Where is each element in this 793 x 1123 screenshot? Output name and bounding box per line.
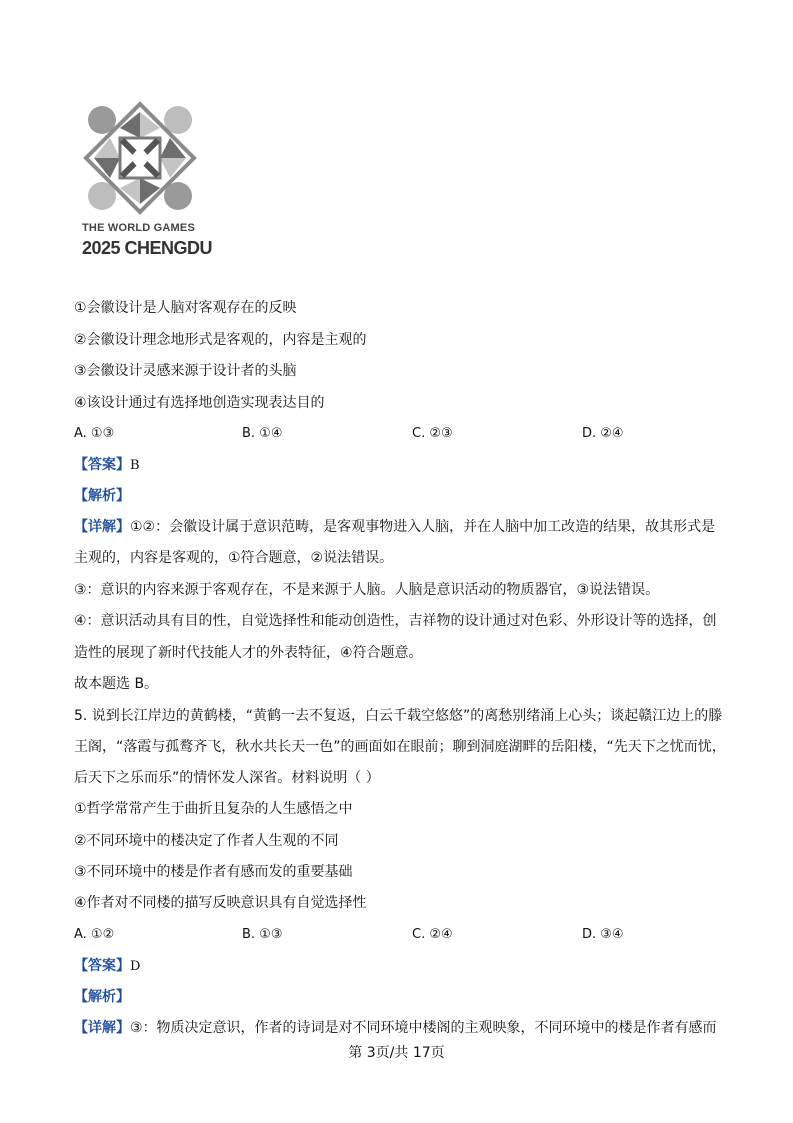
- q4-detail-line: [74, 517, 715, 537]
- q4-detail-line: 主观的，内容是客观的，①符合题意，②说法错误。: [74, 550, 394, 566]
- answer-label: 【答案】: [74, 958, 130, 974]
- detail-label: 【详解】: [74, 1020, 130, 1036]
- q5-answer: [74, 956, 140, 977]
- q4-statement: ①会徽设计是人脑对客观存在的反映: [74, 300, 297, 316]
- q4-option-a: A. ①③: [74, 426, 115, 441]
- q5-option-c: C. ②④: [412, 927, 453, 942]
- detail-label: 【详解】: [74, 519, 130, 535]
- logo-text-line2: 2025 CHENGDU: [82, 238, 213, 258]
- q5-statement: ③不同环境中的楼是作者有感而发的重要基础: [74, 864, 353, 880]
- q4-detail-line: ④：意识活动具有目的性，自觉选择性和能动创造性，吉祥物的设计通过对色彩、外形设计等的选择，创: [74, 613, 717, 629]
- detail-text: ③：物质决定意识，作者的诗词是对不同环境中楼阁的主观映象，不同环境中的楼是作者有感而: [130, 1020, 717, 1036]
- q5-option-a: A. ①②: [74, 927, 115, 942]
- q5-detail-line: [74, 1018, 717, 1038]
- q4-option-c: C. ②③: [412, 426, 453, 441]
- world-games-logo: [80, 98, 216, 268]
- answer-value: B: [130, 458, 140, 473]
- q5-statement: ②不同环境中的楼决定了作者人生观的不同: [74, 833, 339, 849]
- q4-conclusion: 故本题选 B。: [74, 676, 159, 692]
- logo-text-line1: THE WORLD GAMES: [82, 222, 195, 234]
- q5-statement: ①哲学常常产生于曲折且复杂的人生感悟之中: [74, 801, 353, 817]
- q4-statement: ②会徽设计理念地形式是客观的，内容是主观的: [74, 332, 367, 348]
- q5-stem-line: 王阁，“落霞与孤鹜齐飞，秋水共长天一色”的画面如在眼前；聊到洞庭湖畔的岳阳楼，“先天下之忧而忧，: [74, 739, 726, 755]
- q4-detail-line: 造性的展现了新时代技能人才的外表特征，④符合题意。: [74, 645, 423, 661]
- q4-option-d: D. ②④: [582, 426, 624, 441]
- q5-option-d: D. ③④: [582, 927, 624, 942]
- q5-statement: ④作者对不同楼的描写反映意识具有自觉选择性: [74, 895, 367, 911]
- q5-option-b: B. ①③: [242, 927, 283, 942]
- analysis-label: 【解析】: [74, 488, 130, 504]
- q4-statement: ③会徽设计灵感来源于设计者的头脑: [74, 363, 297, 379]
- q4-statement: ④该设计通过有选择地创造实现表达目的: [74, 395, 325, 411]
- detail-text: ①②：会徽设计属于意识范畴，是客观事物进入人脑，并在人脑中加工改造的结果，故其形式是: [130, 519, 716, 535]
- q5-analysis-heading: [74, 987, 130, 1007]
- q5-stem-line: 后天下之乐而乐”的情怀发人深省。材料说明（ ）: [74, 770, 380, 786]
- world-games-emblem-icon: [80, 98, 200, 218]
- answer-value: D: [130, 959, 141, 974]
- answer-label: 【答案】: [74, 457, 130, 473]
- q5-stem-line: 5. 说到长江岸边的黄鹤楼，“黄鹤一去不复返，白云千载空悠悠”的离愁别绪涌上心头；谈起赣江边上的滕: [74, 708, 723, 724]
- q4-answer: [74, 455, 140, 476]
- q4-detail-line: ③：意识的内容来源于客观存在，不是来源于人脑。人脑是意识活动的物质器官，③说法错误。: [74, 582, 660, 598]
- analysis-label: 【解析】: [74, 989, 130, 1005]
- q4-analysis-heading: [74, 486, 130, 506]
- q4-option-b: B. ①④: [242, 426, 283, 441]
- page-number-footer: 第 3页/共 17页: [348, 1045, 445, 1061]
